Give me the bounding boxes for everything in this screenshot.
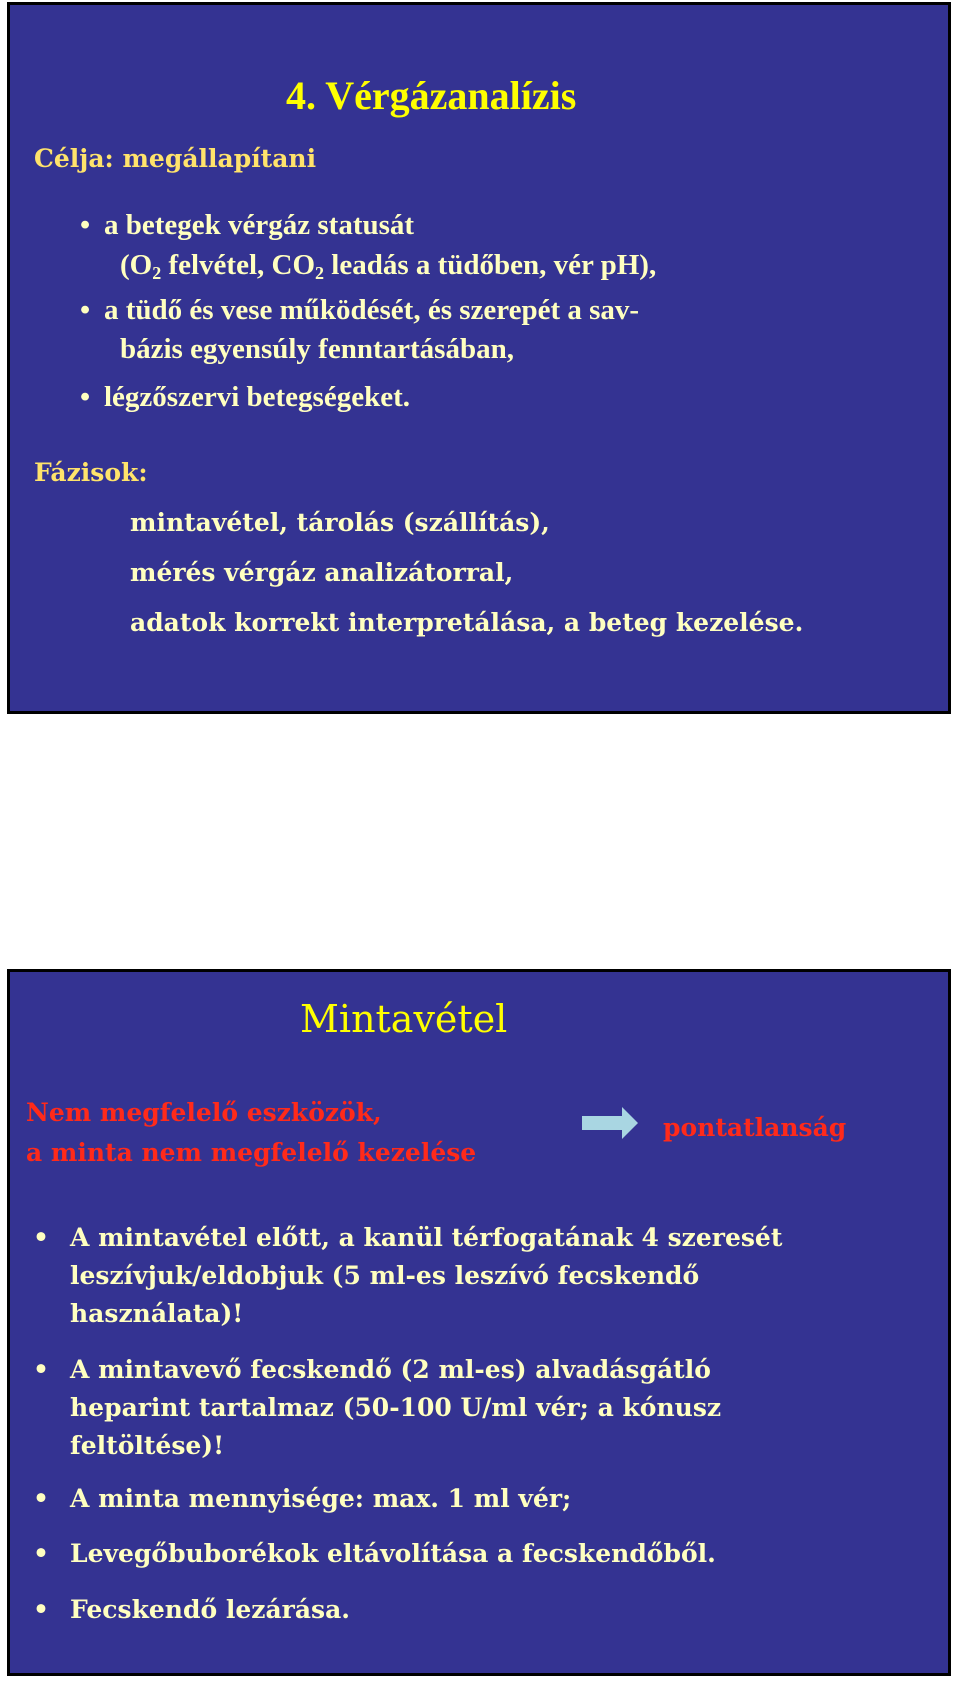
bullet-marker: • (33, 1223, 49, 1252)
goal-bullet-2: • a tüdő és vese működését, és szerepét a sav- (80, 294, 640, 326)
phase-item-1: mintavétel, tárolás (szállítás), (130, 508, 550, 537)
bullet-marker: • (80, 294, 91, 326)
bullet-marker: • (33, 1355, 49, 1384)
goal-label: Célja: megállapítani (34, 144, 317, 173)
result-text: pontatlanság (663, 1113, 847, 1142)
bullet-marker: • (33, 1595, 49, 1624)
problem-line-2: a minta nem megfelelő kezelése (26, 1138, 477, 1167)
slide1-title: 4. Vérgázanalízis (286, 73, 577, 118)
goal-bullet-1-detail: ($O_2$ felvétel, $CO_2$ leadás a tüdőben, vér pH), (120, 249, 657, 283)
bullet-marker: • (33, 1539, 49, 1568)
bullet-marker: • (80, 381, 91, 413)
goal-bullet-1: • a betegek vérgáz statusát (80, 209, 415, 241)
phase-item-2: mérés vérgáz analizátorral, (130, 558, 514, 587)
slide2-title: Mintavétel (300, 997, 508, 1041)
problem-line-1: Nem megfelelő eszközök, (26, 1098, 382, 1127)
phases-label: Fázisok: (34, 458, 148, 487)
goal-bullet-3: • légzőszervi betegségeket. (80, 381, 410, 413)
phase-item-3: adatok korrekt interpretálása, a beteg kezelése. (130, 608, 804, 637)
bullet-marker: • (80, 209, 91, 241)
goal-bullet-2-cont: bázis egyensúly fenntartásában, (120, 333, 514, 365)
right-arrow-icon (582, 1107, 638, 1139)
bullet-marker: • (33, 1484, 49, 1513)
